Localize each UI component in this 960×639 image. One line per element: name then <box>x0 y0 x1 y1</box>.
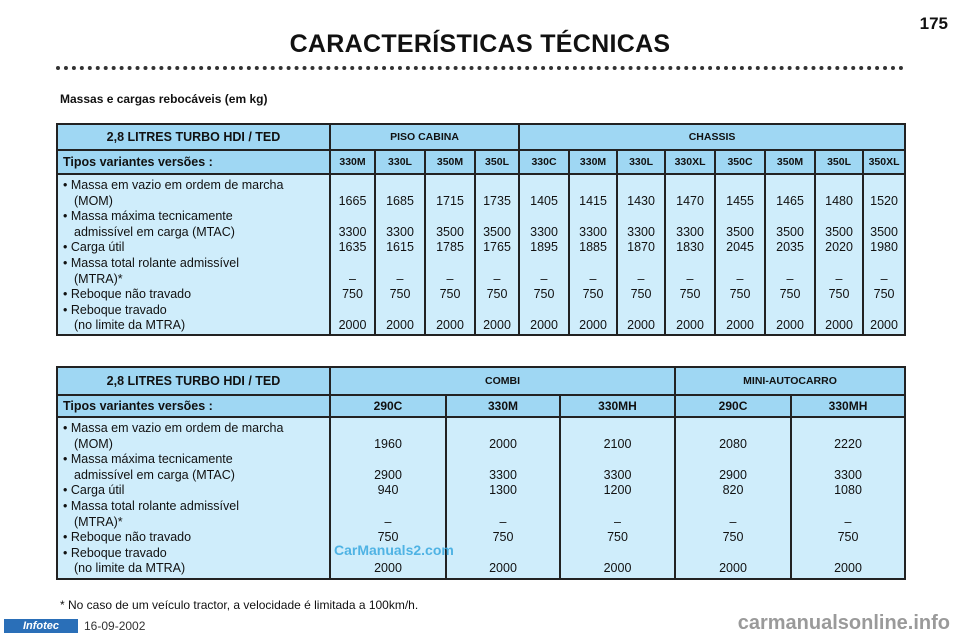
table-cell: 1870 <box>627 240 655 255</box>
value-column <box>446 417 560 579</box>
site-url: carmanualsonline.info <box>737 612 950 634</box>
value-column <box>617 174 665 335</box>
spacer-line <box>864 209 904 225</box>
table-cell: 2045 <box>726 240 754 255</box>
spacer-line <box>520 209 568 225</box>
value-column <box>375 174 425 335</box>
table-cell: – <box>446 271 454 286</box>
table-cell: 2000 <box>374 561 402 576</box>
spacer-line <box>376 209 424 225</box>
table-cell: 2000 <box>870 318 898 333</box>
table-cell: 2000 <box>489 436 517 451</box>
table-cell: 2020 <box>825 240 853 255</box>
spec-table-piso-chassis <box>56 123 906 336</box>
table-cell: – <box>589 271 597 286</box>
spacer-line <box>816 303 862 319</box>
spacer-line <box>864 303 904 319</box>
variant-heading: 350M <box>765 150 815 174</box>
value-column <box>815 174 863 335</box>
row-label: (no limite da MTRA) <box>74 318 186 333</box>
value-column <box>475 174 519 335</box>
table-cell: 2000 <box>338 318 367 333</box>
row-label: • Massa máxima tecnicamente <box>63 452 233 467</box>
table-cell: 750 <box>492 530 514 545</box>
value-column <box>425 174 475 335</box>
footnote: * No caso de um veículo tractor, a velocidade é limitada a 100km/h. <box>60 598 419 612</box>
table-cell: 2000 <box>776 318 804 333</box>
variant-header-row <box>57 150 905 174</box>
table-cell: 3500 <box>870 224 898 239</box>
spacer-line <box>716 303 764 319</box>
table-cell: 3500 <box>436 224 464 239</box>
variant-heading: 350M <box>425 150 475 174</box>
dotted-rule <box>56 66 904 70</box>
table-cell: 1765 <box>483 240 511 255</box>
table-cell: 750 <box>342 287 363 302</box>
table-cell: 1430 <box>627 193 655 208</box>
variant-heading: 330MH <box>560 395 675 417</box>
variant-heading: 330C <box>519 150 569 174</box>
table-cell: 2900 <box>719 467 747 482</box>
engine-heading: 2,8 LITRES TURBO HDI / TED <box>57 124 330 150</box>
row-label: • Carga útil <box>63 240 125 255</box>
spacer-line <box>666 256 714 272</box>
page-title: CARACTERÍSTICAS TÉCNICAS <box>289 30 671 58</box>
spacer-line <box>716 178 764 194</box>
spacer-line <box>561 452 674 468</box>
table-cell: 1830 <box>676 240 704 255</box>
spacer-line <box>570 303 616 319</box>
spacer-line <box>666 303 714 319</box>
table-cell: – <box>835 271 843 286</box>
variant-heading: 350XL <box>863 150 905 174</box>
spacer-line <box>676 499 790 515</box>
row-label: • Reboque travado <box>63 545 167 560</box>
spacer-line <box>476 178 518 194</box>
table-cell: 750 <box>533 287 555 302</box>
table-cell: – <box>499 514 507 529</box>
spacer-line <box>476 209 518 225</box>
table-cell: 3300 <box>579 224 607 239</box>
spacer-line <box>476 303 518 319</box>
table-cell: 2000 <box>719 561 747 576</box>
value-column <box>665 174 715 335</box>
row-label: (MOM) <box>74 436 113 451</box>
variant-heading: 330XL <box>665 150 715 174</box>
variants-label: Tipos variantes versões : <box>57 150 330 174</box>
table-cell: 1080 <box>834 483 862 498</box>
table-cell: 1735 <box>483 193 511 208</box>
group-heading-mini-autocarro: MINI-AUTOCARRO <box>675 367 905 395</box>
watermark: CarManuals2.com <box>334 542 454 558</box>
table-cell: 3300 <box>603 467 632 482</box>
value-column <box>560 417 675 579</box>
spacer-line <box>666 178 714 194</box>
spacer-line <box>447 452 559 468</box>
table-cell: 3300 <box>489 467 517 482</box>
table-cell: – <box>880 271 888 286</box>
table-cell: 2000 <box>579 318 607 333</box>
table-cell: 1885 <box>579 240 607 255</box>
spacer-line <box>766 178 814 194</box>
section-heading: Massas e cargas rebocáveis (em kg) <box>60 92 268 106</box>
row-label: • Massa total rolante admissível <box>63 255 239 270</box>
table-cell: 750 <box>377 530 399 545</box>
table-cell: 940 <box>377 483 399 498</box>
table-cell: 750 <box>729 287 751 302</box>
table-header-row <box>57 124 905 150</box>
table-cell: 1635 <box>338 240 367 255</box>
table-cell: 3500 <box>825 224 853 239</box>
table-cell: 750 <box>873 287 895 302</box>
table-cell: 2000 <box>489 561 517 576</box>
table-cell: 750 <box>607 530 628 545</box>
variant-heading: 330M <box>569 150 617 174</box>
table-cell: 1405 <box>530 193 558 208</box>
variants-label: Tipos variantes versões : <box>57 395 330 417</box>
spacer-line <box>447 499 559 515</box>
table-cell: – <box>736 271 744 286</box>
table-cell: 2000 <box>436 318 464 333</box>
table-cell: – <box>729 514 737 529</box>
spacer-line <box>561 421 674 437</box>
row-label: • Massa em vazio em ordem de marcha <box>63 178 284 192</box>
table-cell: 2000 <box>676 318 704 333</box>
table-cell: 750 <box>439 287 461 302</box>
table-cell: 2100 <box>603 436 632 451</box>
value-column <box>330 174 375 335</box>
row-labels <box>57 174 330 335</box>
table-cell: 3500 <box>776 224 804 239</box>
spacer-line <box>766 303 814 319</box>
row-label: (no limite da MTRA) <box>74 561 186 576</box>
variant-heading: 330L <box>375 150 425 174</box>
table-cell: – <box>614 514 621 529</box>
table-cell: 750 <box>679 287 701 302</box>
row-label: • Carga útil <box>63 483 125 498</box>
table-cell: 1520 <box>870 193 898 208</box>
spacer-line <box>570 256 616 272</box>
spec-table-combi-minibus <box>56 366 906 580</box>
row-label: • Massa total rolante admissível <box>63 498 239 513</box>
group-heading-piso-cabina: PISO CABINA <box>330 124 519 150</box>
row-label: • Reboque não travado <box>63 530 192 545</box>
table-cell: 2000 <box>483 318 511 333</box>
spacer-line <box>716 256 764 272</box>
row-label: admissível em carga (MTAC) <box>74 224 235 239</box>
table-cell: 1300 <box>489 483 517 498</box>
row-label: (MOM) <box>74 193 113 208</box>
variant-header-row <box>57 395 905 417</box>
table-cell: – <box>493 271 501 286</box>
spacer-line <box>520 178 568 194</box>
value-column <box>519 174 569 335</box>
spacer-line <box>520 303 568 319</box>
table-cell: 3300 <box>834 467 862 482</box>
engine-heading: 2,8 LITRES TURBO HDI / TED <box>57 367 330 395</box>
spacer-line <box>618 256 664 272</box>
row-label: • Massa em vazio em ordem de marcha <box>63 421 284 435</box>
spacer-line <box>426 209 474 225</box>
table-cell: 1200 <box>603 483 632 498</box>
table-cell: – <box>540 271 548 286</box>
spacer-line <box>331 209 374 225</box>
row-label: • Massa máxima tecnicamente <box>63 209 233 224</box>
spacer-line <box>426 256 474 272</box>
table-cell: – <box>844 514 852 529</box>
spacer-line <box>792 421 904 437</box>
spacer-line <box>331 452 445 468</box>
spacer-line <box>447 421 559 437</box>
table-cell: 3300 <box>627 224 655 239</box>
spacer-line <box>716 209 764 225</box>
page-number: 175 <box>919 14 948 33</box>
spacer-line <box>676 452 790 468</box>
spacer-line <box>792 499 904 515</box>
spacer-line <box>792 546 904 562</box>
spacer-line <box>676 546 790 562</box>
table-cell: – <box>396 271 404 286</box>
table-cell: 3500 <box>483 224 511 239</box>
table-cell: 1785 <box>436 240 464 255</box>
spacer-line <box>376 178 424 194</box>
table-cell: 2000 <box>627 318 655 333</box>
value-column <box>675 417 791 579</box>
row-label: (MTRA)* <box>74 271 123 286</box>
table-cell: – <box>384 514 392 529</box>
variant-heading: 350L <box>475 150 519 174</box>
table-cell: 1615 <box>386 240 414 255</box>
table-cell: 750 <box>779 287 801 302</box>
variant-heading: 290C <box>330 395 446 417</box>
table-cell: 1715 <box>436 193 464 208</box>
table-cell: 2000 <box>834 561 862 576</box>
table-cell: 750 <box>486 287 508 302</box>
spacer-line <box>570 209 616 225</box>
variant-heading: 330M <box>446 395 560 417</box>
table-cell: – <box>349 271 356 286</box>
table-cell: 750 <box>828 287 850 302</box>
spacer-line <box>666 209 714 225</box>
table-cell: 3300 <box>386 224 414 239</box>
table-cell: 1465 <box>776 193 804 208</box>
table-cell: 1415 <box>579 193 607 208</box>
spacer-line <box>618 178 664 194</box>
spacer-line <box>766 209 814 225</box>
variant-heading: 350C <box>715 150 765 174</box>
group-heading-chassis: CHASSIS <box>519 124 905 150</box>
row-label: (MTRA)* <box>74 514 123 529</box>
table-cell: 2080 <box>719 436 747 451</box>
table-cell: 1895 <box>530 240 558 255</box>
spacer-line <box>447 546 559 562</box>
print-date: 16-09-2002 <box>84 619 146 633</box>
value-column <box>715 174 765 335</box>
spacer-line <box>476 256 518 272</box>
spacer-line <box>816 178 862 194</box>
value-column <box>765 174 815 335</box>
spacer-line <box>376 256 424 272</box>
spacer-line <box>520 256 568 272</box>
table-cell: 2035 <box>776 240 804 255</box>
value-column <box>791 417 905 579</box>
variant-heading: 330M <box>330 150 375 174</box>
spacer-line <box>426 303 474 319</box>
table-cell: 2000 <box>386 318 414 333</box>
table-cell: 3300 <box>338 224 367 239</box>
table-cell: 2000 <box>530 318 558 333</box>
row-labels <box>57 417 330 579</box>
table-header-row <box>57 367 905 395</box>
table-cell: 750 <box>582 287 604 302</box>
table-cell: 1665 <box>338 193 367 208</box>
group-heading-combi: COMBI <box>330 367 675 395</box>
spacer-line <box>331 421 445 437</box>
spacer-line <box>766 256 814 272</box>
spacer-line <box>816 209 862 225</box>
table-cell: – <box>686 271 694 286</box>
table-cell: 2000 <box>726 318 754 333</box>
table-cell: 820 <box>722 483 744 498</box>
table-cell: 750 <box>837 530 859 545</box>
spacer-line <box>426 178 474 194</box>
table-cell: 1960 <box>374 436 402 451</box>
table-cell: 750 <box>722 530 744 545</box>
spacer-line <box>570 178 616 194</box>
value-column <box>863 174 905 335</box>
spacer-line <box>561 499 674 515</box>
table-cell: 1480 <box>825 193 853 208</box>
spacer-line <box>618 209 664 225</box>
spacer-line <box>792 452 904 468</box>
table-cell: 1685 <box>386 193 414 208</box>
table-cell: 3500 <box>726 224 754 239</box>
table-cell: – <box>786 271 794 286</box>
table-body-row <box>57 417 905 579</box>
spacer-line <box>676 421 790 437</box>
table-cell: 1470 <box>676 193 704 208</box>
table-cell: 2000 <box>825 318 853 333</box>
spacer-line <box>376 303 424 319</box>
spacer-line <box>864 256 904 272</box>
spacer-line <box>331 256 374 272</box>
table-body-row <box>57 174 905 335</box>
spacer-line <box>331 303 374 319</box>
table-cell: 3300 <box>530 224 558 239</box>
spacer-line <box>561 546 674 562</box>
infotec-logo: Infotec <box>4 619 78 633</box>
row-label: • Reboque não travado <box>63 287 192 302</box>
table-cell: 2000 <box>603 561 632 576</box>
variant-heading: 330MH <box>791 395 905 417</box>
table-cell: 3300 <box>676 224 704 239</box>
variant-heading: 290C <box>675 395 791 417</box>
table-cell: 2900 <box>374 467 402 482</box>
row-label: admissível em carga (MTAC) <box>74 467 235 482</box>
table-cell: – <box>637 271 645 286</box>
row-label: • Reboque travado <box>63 302 167 317</box>
spacer-line <box>331 499 445 515</box>
spacer-line <box>618 303 664 319</box>
table-cell: 750 <box>389 287 411 302</box>
spacer-line <box>864 178 904 194</box>
table-cell: 750 <box>630 287 652 302</box>
table-cell: 2220 <box>834 436 862 451</box>
spacer-line <box>331 178 374 194</box>
variant-heading: 350L <box>815 150 863 174</box>
table-cell: 1980 <box>870 240 898 255</box>
table-cell: 1455 <box>726 193 754 208</box>
variant-heading: 330L <box>617 150 665 174</box>
spacer-line <box>816 256 862 272</box>
value-column <box>569 174 617 335</box>
